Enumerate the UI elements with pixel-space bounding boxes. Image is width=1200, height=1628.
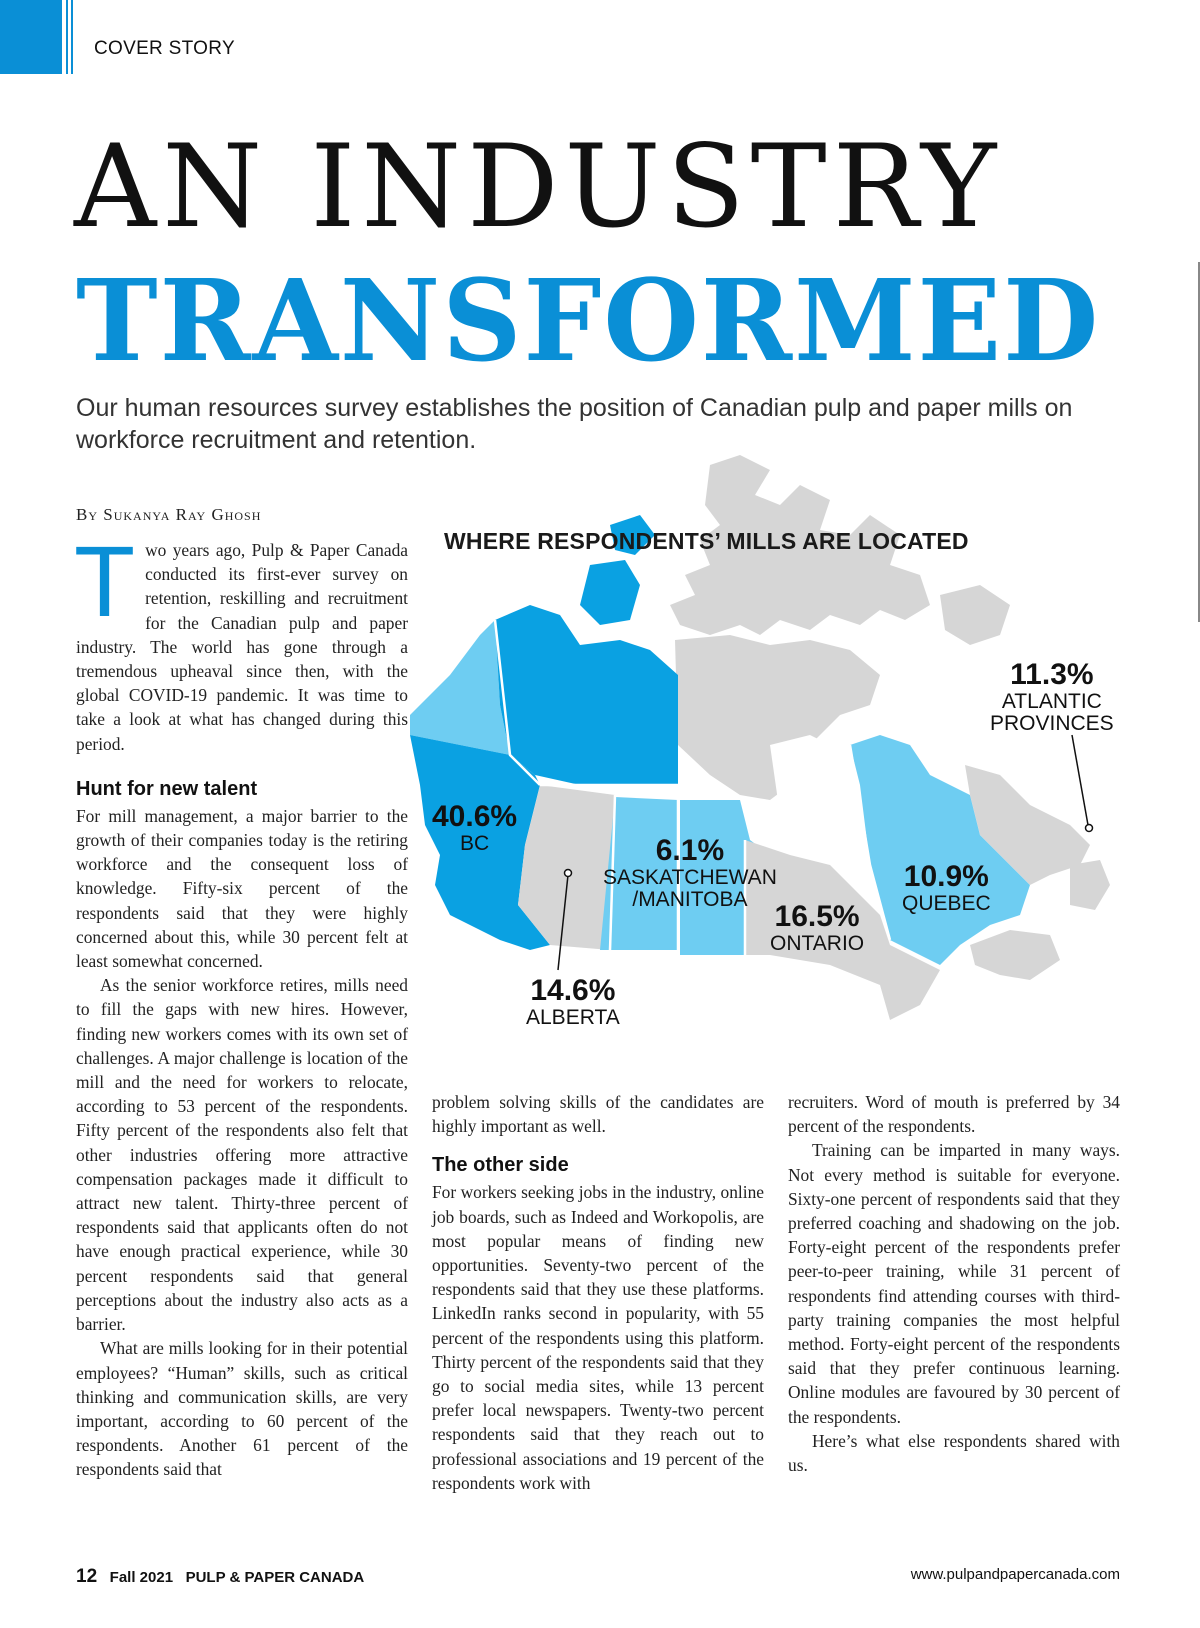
bc-name: BC	[459, 832, 490, 855]
article-column-3	[788, 1090, 1120, 1477]
label-quebec	[902, 862, 991, 914]
paragraph: problem solving skills of the candidates are highly important as well.	[432, 1092, 764, 1137]
publication-name: PULP & PAPER CANADA	[185, 1569, 365, 1586]
alberta-percent: 14.6%	[530, 974, 616, 1007]
atlantic-marker	[1086, 825, 1093, 832]
label-atlantic	[990, 660, 1114, 734]
bc-percent: 40.6%	[432, 800, 518, 833]
subhead-the-other-side: The other side	[432, 1154, 569, 1177]
subhead-hunt-for-new-talent: Hunt for new talent	[76, 777, 258, 800]
paragraph: Training can be imparted in many ways. Not every method is suitable for everyone. Sixty-one percent of respondents said that they preferred coaching and shadowing on the job. Forty-eight percent of the respondents prefer peer-to-peer training, while 31 percent of respondents find attending courses with third-party training companies the most helpful method. Forty-eight percent of the respondents said that they prefer continuous learning. Online modules are favoured by 30 percent of the respondents.	[788, 1140, 1120, 1427]
paragraph: As the senior workforce retires, mills need to fill the gaps with new hires. However, finding new workers comes with its own set of challenges. A major challenge is location of the mill and the need for workers to relocate, according to 53 percent of the respondents. Fifty percent of the respondents also felt that other industries offering more attractive compensation packages made it difficult to attract new talent. Thirty-three percent of respondents said that applicants often do not have enough practical experience, while 30 percent respondents said that general perceptions about the industry also acts as a barrier.	[76, 975, 408, 1335]
ontario-percent: 16.5%	[774, 900, 860, 933]
paragraph: Here’s what else respondents shared with us.	[788, 1430, 1120, 1476]
label-bc	[432, 802, 517, 854]
sask-manitoba-name-1: SASKATCHEWAN	[603, 866, 777, 889]
atlantic-name-1: ATLANTIC	[1001, 690, 1102, 713]
headline-line-1: AN INDUSTRY	[74, 120, 1003, 253]
arctic-island	[940, 585, 1010, 645]
byline: By Sukanya Ray Ghosh	[76, 505, 262, 524]
ontario-name: ONTARIO	[770, 932, 865, 955]
website-url: www.pulpandpapercanada.com	[910, 1566, 1120, 1583]
label-alberta	[526, 976, 620, 1028]
alberta-marker	[565, 870, 572, 877]
header-color-bar	[0, 0, 62, 74]
section-label: COVER STORY	[94, 38, 235, 59]
atlantic-name-2: PROVINCES	[990, 712, 1114, 735]
label-ontario	[770, 902, 864, 954]
footer-left	[76, 1566, 364, 1588]
alberta-name: ALBERTA	[526, 1006, 620, 1029]
intro-text: wo years ago, Pulp & Paper Canada conducted its first-ever survey on retention, reskilling and recruitment for the Canadian pulp and paper industry. The world has gone through a tremendous upheaval since then, with the global COVID-19 pandemic. It was time to take a look at what has changed during this period.	[76, 540, 408, 754]
paragraph: recruiters. Word of mouth is preferred by 34 percent of the respondents.	[788, 1092, 1120, 1137]
header-rule	[66, 0, 68, 74]
northwest-territories	[495, 605, 678, 785]
article-column-1	[74, 526, 408, 1482]
paragraph: For mill management, a major barrier to the growth of their companies today is the retiring workforce and the consequent loss of knowledge. Fifty-six percent of the respondents said that they were highly concerned about this, while 30 percent felt at least somewhat concerned.	[76, 805, 408, 972]
sask-manitoba-percent: 6.1%	[655, 834, 725, 867]
atlantic-percent: 11.3%	[1010, 658, 1094, 691]
article-intro-paragraph	[74, 526, 408, 756]
issue: Fall 2021	[109, 1569, 174, 1586]
drop-cap: T	[74, 526, 136, 638]
header-rule	[71, 0, 73, 74]
label-sask-manitoba	[603, 836, 777, 910]
atlantic-leader-line	[1072, 735, 1088, 825]
paragraph: For workers seeking jobs in the industry, online job boards, such as Indeed and Workopolis, are most popular means of finding new opportunities. Seventy-two percent of the respondents said that they use these platforms. LinkedIn ranks second in popularity, with 55 percent of the respondents using this platform. Thirty percent of the respondents said that they go to social media sites, while 13 percent prefer local newspapers. Twenty-two percent respondents said that they reach out to professional associations and 19 percent of the respondents work with	[432, 1182, 764, 1493]
deck-subtitle: Our human resources survey establishes the position of Canadian pulp and paper mills on workforce recruitment and retention.	[76, 394, 1073, 454]
paragraph: What are mills looking for in their potential employees? “Human” skills, such as critical thinking and communication skills, are very important, according to 60 percent of the respondents. Another 61 percent of the respondents said that	[76, 1338, 408, 1480]
quebec-name: QUEBEC	[902, 892, 991, 915]
nunavut-island-blue	[580, 560, 640, 625]
map-title: WHERE RESPONDENTS’ MILLS ARE LOCATED	[444, 528, 969, 554]
sask-manitoba-name-2: /MANITOBA	[632, 888, 748, 911]
headline-line-2: TRANSFORMED	[76, 256, 1101, 387]
newfoundland	[1070, 860, 1110, 910]
maritimes	[970, 930, 1060, 980]
page-number: 12	[76, 1566, 98, 1587]
yukon	[410, 620, 510, 755]
article-column-2	[432, 1090, 764, 1495]
quebec-percent: 10.9%	[903, 860, 989, 893]
